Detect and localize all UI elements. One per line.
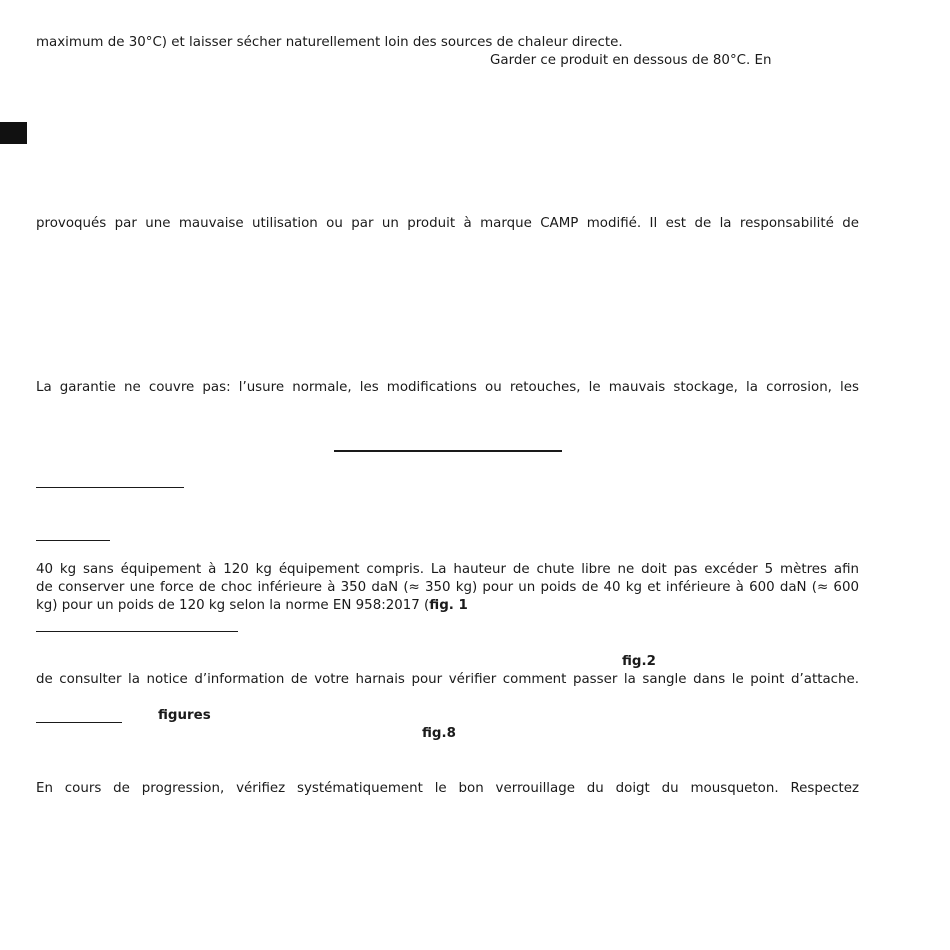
fig1-reference: fig. 1 bbox=[429, 598, 468, 613]
paragraph-fall-height bbox=[36, 561, 859, 615]
text-line-drying: maximum de 30°C) et laisser sécher naturellement loin des sources de chaleur directe. bbox=[36, 35, 623, 50]
fig8-reference: fig.8 bbox=[422, 726, 456, 741]
heading-underline-3 bbox=[36, 631, 238, 632]
heading-underline-2 bbox=[36, 540, 110, 541]
text-line-progression: En cours de progression, vérifiez systématiquement le bon verrouillage du doigt du mousqueton. Respectez bbox=[36, 781, 859, 796]
fig2-reference: fig.2 bbox=[622, 654, 656, 669]
page-edge-tab bbox=[0, 122, 27, 144]
heading-underline-4 bbox=[36, 722, 122, 723]
section-rule bbox=[334, 450, 562, 452]
paragraph-line-3-text: kg) pour un poids de 120 kg selon la norme EN 958:2017 ( bbox=[36, 598, 430, 613]
paragraph-line-1: 40 kg sans équipement à 120 kg équipement compris. La hauteur de chute libre ne doit pas excéder 5 mètres afin bbox=[36, 562, 859, 577]
text-line-harness: de consulter la notice d’information de votre harnais pour vérifier comment passer la sangle dans le point d’attache. bbox=[36, 672, 859, 687]
figures-reference: figures bbox=[158, 708, 211, 723]
paragraph-line-3 bbox=[36, 597, 859, 615]
text-line-warranty: La garantie ne couvre pas: l’usure normale, les modifications ou retouches, le mauvais stockage, la corrosion, les bbox=[36, 380, 859, 395]
text-line-responsibility: provoqués par une mauvaise utilisation ou par un produit à marque CAMP modifié. Il est de la responsabilité de bbox=[36, 216, 859, 231]
paragraph-line-2: de conserver une force de choc inférieure à 350 daN (≈ 350 kg) pour un poids de 40 kg et inférieure à 600 daN (≈ 600 bbox=[36, 580, 859, 595]
heading-underline-1 bbox=[36, 487, 184, 488]
text-line-temperature: Garder ce produit en dessous de 80°C. En bbox=[490, 53, 772, 68]
